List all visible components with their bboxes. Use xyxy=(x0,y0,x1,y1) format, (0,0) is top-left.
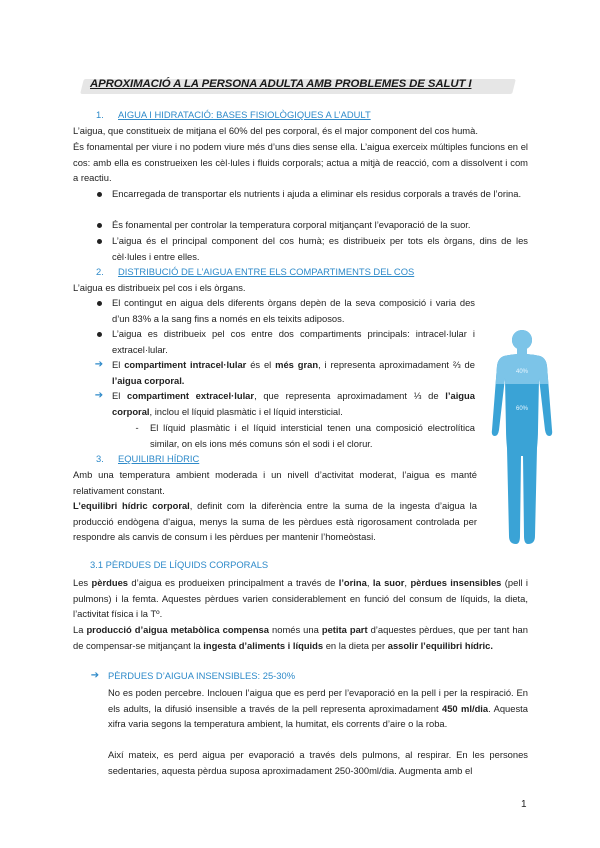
section-3-heading xyxy=(96,451,199,467)
section-1-paragraph-2: És fonamental per viure i no podem viure més d’uns dies sense ella. L’aigua exerceix múltiples funcions en el cos: amb ella es construeixen les cèl·lules i fluids corporals; actua a mitjà de reacció, com a dissolvent i com a reactiu. xyxy=(73,141,528,184)
bullet-dot-icon xyxy=(92,326,106,342)
section-1-bullet xyxy=(92,233,528,265)
arrow-item-text: El compartiment extracel·lular, que representa aproximadament ⅓ de l’aigua corporal, inclou el líquid plasmàtic i el líquid intersticial. xyxy=(112,390,475,417)
dash-marker: - xyxy=(135,422,139,433)
arrow-right-icon: ➔ xyxy=(90,670,100,681)
bullet-dot-icon xyxy=(92,295,106,311)
bullet-text: L’aigua es distribueix pel cos entre dos compartiments principals: intracel·lular i extracel·lular. xyxy=(112,328,475,355)
section-2-dash-item xyxy=(130,420,475,452)
section-3-1-heading: 3.1 PÈRDUES DE LÍQUIDS CORPORALS xyxy=(90,559,269,570)
section-3-title: EQUILIBRI HÍDRIC xyxy=(118,453,200,464)
section-3-paragraph-1: Amb una temperatura ambient moderada i un nivell d’activitat moderat, l’aigua es manté relativament constant. xyxy=(73,469,477,496)
section-2-intro: L’aigua es distribueix pel cos i els òrgans. xyxy=(73,282,246,293)
bullet-dot-icon xyxy=(92,233,106,249)
section-3-1-paragraph-1: Les pèrdues d’aigua es produeixen principalment a través de l’orina, la suor, pèrdues insensibles (pell i pulmons) i la femta. Aquestes pèrdues varien considerablement en funció del consum de líquids, la dieta, l’activitat física i la Tº. xyxy=(73,577,528,620)
bullet-dot-icon xyxy=(92,217,106,233)
human-body-water-figure xyxy=(486,326,558,548)
section-2-arrow-item xyxy=(92,388,475,420)
section-2-number: 2. xyxy=(96,266,104,277)
arrow-right-icon: ➔ xyxy=(94,390,104,401)
lower-percentage-label: 60% xyxy=(515,406,529,412)
section-2-title: DISTRIBUCIÓ DE L’AIGUA ENTRE ELS COMPARTIMENTS DEL COS xyxy=(118,266,415,277)
arrow-right-icon: ➔ xyxy=(94,359,104,370)
section-2-bullet xyxy=(92,295,475,327)
section-3-number: 3. xyxy=(96,453,104,464)
section-1-number: 1. xyxy=(96,109,104,120)
section-3-1-paragraph-2: La producció d’aigua metabòlica compensa només una petita part d’aquestes pèrdues, que per tant han de compensar-se mitjançant la ingesta d’aliments i líquids en la dieta per assolir l’equilibri hídric. xyxy=(73,624,528,651)
section-1-paragraph-1: L’aigua, que constitueix de mitjana el 60% del pes corporal, és el major component del cos humà. xyxy=(73,125,478,136)
bullet-text: L’aigua és el principal component del cos humà; es distribueix per tots els òrgans, dins de les cèl·lules i entre elles. xyxy=(112,235,528,262)
section-3-paragraph-2: L’equilibri hídric corporal, definit com la diferència entre la suma de la ingesta d’aigua la producció endògena d’aigua, menys la suma de les pèrdues està rigorosament controlada per respondre als canvis de consum i les pèrdues per mantenir l’homeòstasi. xyxy=(73,500,477,543)
section-2-bullet xyxy=(92,326,475,358)
section-3-1-arrow-heading xyxy=(88,668,528,684)
bullet-text: És fonamental per controlar la temperatura corporal mitjançant l’evaporació de la suor. xyxy=(112,219,471,230)
dash-item-text: El líquid plasmàtic i el líquid intersticial tenen una composició electrolítica similar, on els ions més comuns són el sodi i el clorur. xyxy=(150,422,475,449)
arrow-item-text: El compartiment intracel·lular és el més gran, i representa aproximadament ⅔ de l’aigua corporal. xyxy=(112,359,475,386)
upper-percentage-label: 40% xyxy=(515,369,529,375)
page-number: 1 xyxy=(521,799,527,810)
insensible-losses-heading: PÈRDUES D’AIGUA INSENSIBLES: 25-30% xyxy=(108,670,296,681)
section-1-title: AIGUA I HIDRATACIÓ: BASES FISIOLÒGIQUES A L’ADULT xyxy=(118,109,371,120)
document-title-block xyxy=(82,75,522,97)
body-upper-fill xyxy=(486,326,558,384)
section-3-1-paragraph-4: Així mateix, es perd aigua per evaporació a través dels pulmons, al respirar. En les persones sedentaries, aquesta pèrdua suposa aproximadament 250-300ml/dia. Augmenta amb el xyxy=(108,749,528,776)
bullet-dot-icon xyxy=(92,186,106,202)
section-2-heading xyxy=(96,264,414,280)
bullet-text: El contingut en aigua dels diferents òrgans depèn de la seva composició i varia des d’un 83% a la sang fins a només en els teixits adiposos. xyxy=(112,297,475,324)
section-2-arrow-item xyxy=(92,357,475,389)
section-1-heading xyxy=(96,107,371,123)
document-title: APROXIMACIÓ A LA PERSONA ADULTA AMB PROBLEMES DE SALUT I xyxy=(90,78,472,90)
section-1-bullet xyxy=(92,217,528,233)
section-3-1-paragraph-3: No es poden percebre. Inclouen l’aigua que es perd per l’evaporació en la pell i per la respiració. En els adults, la difusió insensible a través de la pell representa aproximadament 450 ml/dia. Aquesta xifra varia segons la temperatura ambient, la humitat, els corrents d’aire o la roba. xyxy=(108,687,528,730)
section-1-bullet xyxy=(92,186,528,218)
bullet-text: Encarregada de transportar els nutrients i ajuda a eliminar els residus corporals a través de l’orina. xyxy=(112,188,522,199)
